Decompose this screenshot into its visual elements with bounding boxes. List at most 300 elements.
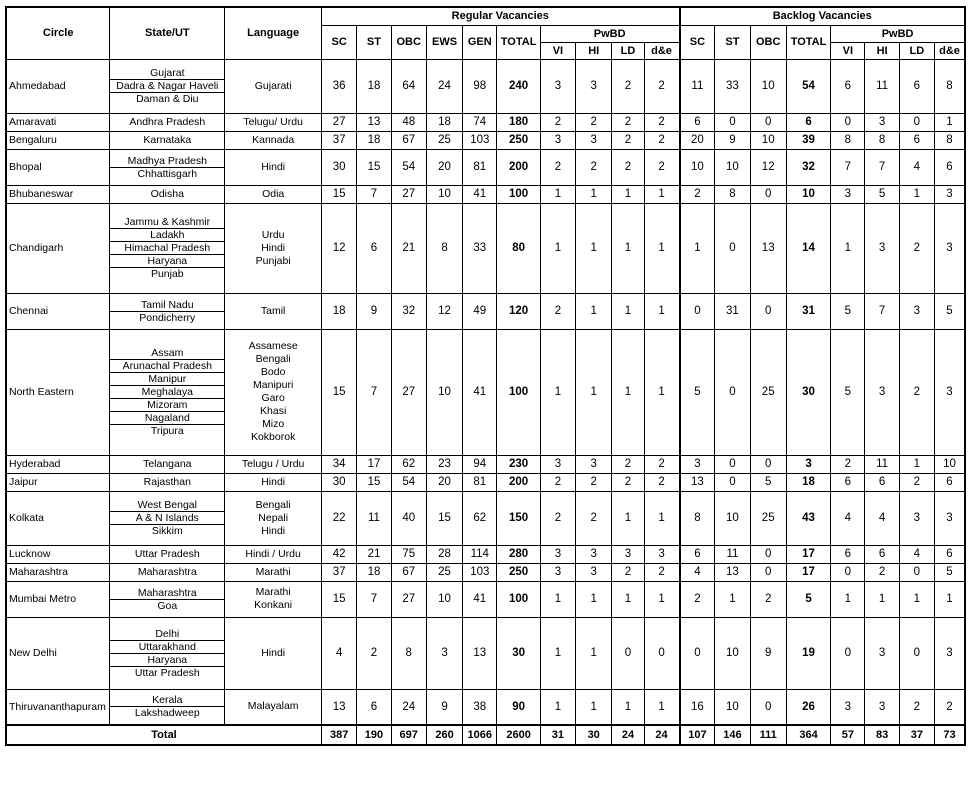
regular-total-value: 250 [497, 131, 540, 149]
header-backlog-pwbd-hi: HI [865, 42, 899, 59]
backlog-value: 13 [750, 203, 786, 293]
backlog-pwbd-value: 3 [935, 329, 965, 455]
state-name: West Bengal [137, 499, 197, 511]
backlog-pwbd-value: 6 [935, 545, 965, 563]
language-list [225, 491, 322, 545]
backlog-value: 10 [680, 149, 715, 185]
circle-name: Ahmedabad [6, 59, 110, 113]
header-regular-pwbd-vi: VI [540, 42, 575, 59]
regular-value: 36 [322, 59, 357, 113]
backlog-pwbd-value: 7 [865, 293, 899, 329]
state-name: Delhi [155, 627, 180, 640]
state-list [110, 455, 225, 473]
total-backlog-value: 364 [786, 725, 830, 745]
backlog-value: 0 [680, 293, 715, 329]
state-name: Lakshadweep [110, 706, 224, 719]
state-list [110, 131, 225, 149]
state-name: Maharashtra [137, 566, 197, 578]
backlog-pwbd-value: 0 [831, 563, 865, 581]
regular-value: 6 [357, 689, 391, 725]
state-name: Assam [151, 347, 184, 359]
backlog-pwbd-value: 8 [935, 59, 965, 113]
backlog-value: 0 [715, 329, 750, 455]
language-name: Urdu [261, 228, 285, 241]
backlog-pwbd-value: 1 [899, 185, 934, 203]
total-backlog-pwbd-value: 83 [865, 725, 899, 745]
regular-value: 18 [426, 113, 462, 131]
state-name: Tripura [110, 424, 224, 437]
backlog-pwbd-value: 7 [831, 149, 865, 185]
circle-row [6, 563, 965, 581]
regular-value: 21 [391, 203, 426, 293]
regular-pwbd-value: 2 [644, 59, 679, 113]
backlog-pwbd-value: 0 [899, 563, 934, 581]
backlog-pwbd-value: 7 [865, 149, 899, 185]
regular-total-value: 280 [497, 545, 540, 563]
header-regular-pwbd-hi: HI [576, 42, 612, 59]
regular-value: 15 [322, 329, 357, 455]
state-name: Mizoram [110, 398, 224, 411]
language-list [225, 113, 322, 131]
regular-value: 74 [463, 113, 497, 131]
regular-pwbd-value: 1 [612, 491, 644, 545]
regular-value: 27 [391, 185, 426, 203]
language-name: Telugu / Urdu [241, 457, 305, 470]
backlog-value: 0 [750, 113, 786, 131]
regular-pwbd-value: 3 [540, 131, 575, 149]
header-regular-obc: OBC [391, 25, 426, 59]
regular-value: 114 [463, 545, 497, 563]
backlog-pwbd-value: 0 [899, 617, 934, 689]
language-name: Hindi [261, 475, 286, 488]
backlog-pwbd-value: 8 [831, 131, 865, 149]
regular-value: 28 [426, 545, 462, 563]
state-name: Daman & Diu [110, 92, 224, 105]
regular-pwbd-value: 1 [612, 293, 644, 329]
total-regular-value: 697 [391, 725, 426, 745]
backlog-pwbd-value: 3 [935, 185, 965, 203]
regular-pwbd-value: 1 [612, 185, 644, 203]
language-list [225, 617, 322, 689]
backlog-total-value: 19 [786, 617, 830, 689]
backlog-pwbd-value: 3 [865, 689, 899, 725]
language-name: Konkani [254, 599, 293, 611]
state-name: Karnataka [143, 134, 192, 146]
regular-pwbd-value: 2 [576, 473, 612, 491]
regular-pwbd-value: 1 [540, 617, 575, 689]
regular-pwbd-value: 3 [576, 563, 612, 581]
total-regular-pwbd-value: 30 [576, 725, 612, 745]
circle-name: North Eastern [6, 329, 110, 455]
state-name: Telangana [143, 458, 192, 470]
backlog-value: 10 [750, 131, 786, 149]
regular-pwbd-value: 2 [540, 293, 575, 329]
backlog-pwbd-value: 1 [865, 581, 899, 617]
regular-value: 41 [463, 185, 497, 203]
backlog-value: 5 [680, 329, 715, 455]
state-list [110, 293, 225, 329]
vacancy-table-container [5, 6, 966, 746]
regular-value: 10 [426, 185, 462, 203]
regular-value: 27 [391, 329, 426, 455]
regular-pwbd-value: 1 [540, 185, 575, 203]
regular-value: 62 [391, 455, 426, 473]
state-name: A & N Islands [110, 511, 224, 524]
state-list [110, 689, 225, 725]
regular-value: 27 [322, 113, 357, 131]
total-regular-pwbd-value: 24 [612, 725, 644, 745]
regular-total-value: 200 [497, 473, 540, 491]
regular-total-value: 230 [497, 455, 540, 473]
regular-value: 54 [391, 149, 426, 185]
backlog-value: 31 [715, 293, 750, 329]
language-list [225, 455, 322, 473]
circle-row [6, 473, 965, 491]
language-list [225, 293, 322, 329]
header-regular-ews: EWS [426, 25, 462, 59]
regular-value: 9 [357, 293, 391, 329]
state-name: Uttar Pradesh [134, 548, 200, 560]
regular-value: 15 [322, 185, 357, 203]
regular-value: 81 [463, 149, 497, 185]
state-list [110, 149, 225, 185]
state-list [110, 185, 225, 203]
regular-pwbd-value: 2 [576, 149, 612, 185]
backlog-pwbd-value: 0 [831, 113, 865, 131]
header-backlog-obc: OBC [750, 25, 786, 59]
language-name: Manipuri [253, 379, 294, 391]
circle-name: Mumbai Metro [6, 581, 110, 617]
circle-name: Chandigarh [6, 203, 110, 293]
header-regular-st: ST [357, 25, 391, 59]
regular-pwbd-value: 3 [576, 455, 612, 473]
state-name: Haryana [110, 254, 224, 267]
backlog-value: 0 [750, 689, 786, 725]
backlog-total-value: 17 [786, 545, 830, 563]
language-name: Tamil [260, 304, 286, 317]
regular-value: 23 [426, 455, 462, 473]
backlog-value: 1 [715, 581, 750, 617]
backlog-total-value: 39 [786, 131, 830, 149]
backlog-pwbd-value: 2 [865, 563, 899, 581]
state-name: Manipur [110, 372, 224, 385]
regular-pwbd-value: 1 [576, 203, 612, 293]
state-list [110, 113, 225, 131]
regular-pwbd-value: 1 [612, 203, 644, 293]
state-name: Maharashtra [137, 586, 197, 599]
regular-pwbd-value: 2 [576, 113, 612, 131]
header-regular-pwbd-ld: LD [612, 42, 644, 59]
backlog-total-value: 18 [786, 473, 830, 491]
regular-value: 24 [426, 59, 462, 113]
regular-value: 25 [426, 131, 462, 149]
backlog-pwbd-value: 2 [899, 329, 934, 455]
language-name: Hindi [261, 646, 286, 659]
state-list [110, 329, 225, 455]
language-name: Kannada [252, 133, 295, 146]
state-name: Chhattisgarh [110, 167, 224, 180]
regular-pwbd-value: 1 [540, 329, 575, 455]
backlog-value: 0 [715, 473, 750, 491]
backlog-value: 13 [680, 473, 715, 491]
regular-total-value: 90 [497, 689, 540, 725]
total-regular-pwbd-value: 31 [540, 725, 575, 745]
backlog-total-value: 54 [786, 59, 830, 113]
state-name: Gujarat [150, 67, 185, 79]
regular-value: 81 [463, 473, 497, 491]
state-name: Pondicherry [110, 311, 224, 324]
header-regular-total: TOTAL [497, 25, 540, 59]
regular-value: 33 [463, 203, 497, 293]
backlog-value: 10 [715, 149, 750, 185]
regular-total-value: 240 [497, 59, 540, 113]
language-name: Bodo [260, 366, 286, 378]
backlog-pwbd-value: 1 [831, 203, 865, 293]
regular-value: 8 [426, 203, 462, 293]
circle-name: Thiruvananthapuram [6, 689, 110, 725]
regular-pwbd-value: 2 [540, 113, 575, 131]
regular-pwbd-value: 1 [644, 293, 679, 329]
language-name: Bengali [255, 498, 291, 511]
regular-value: 12 [426, 293, 462, 329]
state-name: Himachal Pradesh [110, 241, 224, 254]
state-name: Odisha [150, 188, 184, 200]
state-name: Meghalaya [110, 385, 224, 398]
backlog-value: 2 [750, 581, 786, 617]
regular-pwbd-value: 3 [540, 545, 575, 563]
regular-pwbd-value: 1 [612, 329, 644, 455]
regular-value: 10 [426, 581, 462, 617]
header-language: Language [225, 7, 322, 59]
header-regular-pwbd-de: d&e [644, 42, 679, 59]
backlog-pwbd-value: 3 [831, 185, 865, 203]
regular-pwbd-value: 1 [612, 689, 644, 725]
state-name: Haryana [110, 653, 224, 666]
backlog-total-value: 17 [786, 563, 830, 581]
regular-total-value: 250 [497, 563, 540, 581]
state-list [110, 617, 225, 689]
backlog-pwbd-value: 3 [899, 491, 934, 545]
backlog-pwbd-value: 1 [831, 581, 865, 617]
regular-pwbd-value: 1 [540, 203, 575, 293]
language-list [225, 59, 322, 113]
backlog-pwbd-value: 6 [865, 473, 899, 491]
regular-pwbd-value: 2 [576, 491, 612, 545]
regular-value: 67 [391, 563, 426, 581]
regular-total-value: 100 [497, 581, 540, 617]
regular-value: 41 [463, 329, 497, 455]
backlog-pwbd-value: 3 [935, 617, 965, 689]
circle-row [6, 131, 965, 149]
regular-pwbd-value: 2 [644, 473, 679, 491]
regular-pwbd-value: 1 [540, 581, 575, 617]
backlog-pwbd-value: 1 [899, 581, 934, 617]
regular-pwbd-value: 2 [612, 113, 644, 131]
regular-value: 3 [426, 617, 462, 689]
regular-pwbd-value: 2 [644, 113, 679, 131]
circle-row [6, 293, 965, 329]
state-name: Tamil Nadu [141, 298, 194, 311]
header-backlog-st: ST [715, 25, 750, 59]
language-list [225, 149, 322, 185]
backlog-value: 5 [750, 473, 786, 491]
regular-pwbd-value: 3 [576, 545, 612, 563]
header-backlog-vacancies: Backlog Vacancies [680, 7, 966, 25]
regular-pwbd-value: 1 [644, 203, 679, 293]
total-regular-pwbd-value: 24 [644, 725, 679, 745]
backlog-total-value: 30 [786, 329, 830, 455]
backlog-value: 10 [715, 491, 750, 545]
regular-pwbd-value: 1 [644, 491, 679, 545]
state-name: Goa [110, 599, 224, 612]
backlog-total-value: 32 [786, 149, 830, 185]
backlog-pwbd-value: 4 [899, 545, 934, 563]
regular-pwbd-value: 2 [612, 131, 644, 149]
state-name: Rajasthan [143, 476, 191, 488]
total-backlog-value: 111 [750, 725, 786, 745]
regular-value: 15 [426, 491, 462, 545]
backlog-pwbd-value: 0 [831, 617, 865, 689]
backlog-value: 20 [680, 131, 715, 149]
regular-value: 37 [322, 131, 357, 149]
circle-row [6, 59, 965, 113]
regular-pwbd-value: 0 [612, 617, 644, 689]
regular-pwbd-value: 2 [612, 455, 644, 473]
regular-value: 103 [463, 131, 497, 149]
regular-pwbd-value: 3 [612, 545, 644, 563]
language-name: Gujarati [254, 79, 292, 92]
regular-value: 13 [357, 113, 391, 131]
language-list [225, 545, 322, 563]
regular-value: 18 [322, 293, 357, 329]
language-name: Garo [261, 392, 285, 404]
state-list [110, 203, 225, 293]
regular-pwbd-value: 3 [576, 131, 612, 149]
language-name: Marathi [255, 586, 291, 598]
backlog-total-value: 31 [786, 293, 830, 329]
regular-value: 22 [322, 491, 357, 545]
regular-value: 67 [391, 131, 426, 149]
state-name: Sikkim [110, 524, 224, 537]
backlog-value: 8 [715, 185, 750, 203]
regular-value: 21 [357, 545, 391, 563]
regular-total-value: 100 [497, 185, 540, 203]
backlog-value: 0 [715, 113, 750, 131]
backlog-pwbd-value: 3 [935, 203, 965, 293]
state-name: Madhya Pradesh [127, 154, 207, 167]
backlog-pwbd-value: 1 [935, 581, 965, 617]
language-name: Hindi / Urdu [245, 547, 301, 560]
regular-pwbd-value: 1 [612, 581, 644, 617]
language-list [225, 185, 322, 203]
regular-pwbd-value: 1 [644, 329, 679, 455]
regular-pwbd-value: 2 [644, 149, 679, 185]
regular-value: 75 [391, 545, 426, 563]
regular-pwbd-value: 3 [576, 59, 612, 113]
regular-pwbd-value: 2 [540, 149, 575, 185]
backlog-pwbd-value: 2 [831, 455, 865, 473]
regular-pwbd-value: 1 [576, 185, 612, 203]
backlog-value: 0 [750, 563, 786, 581]
backlog-value: 6 [680, 545, 715, 563]
language-list [225, 473, 322, 491]
state-name: Dadra & Nagar Haveli [110, 79, 224, 92]
regular-total-value: 120 [497, 293, 540, 329]
backlog-value: 2 [680, 185, 715, 203]
regular-value: 13 [322, 689, 357, 725]
language-name: Hindi [261, 241, 286, 254]
circle-row [6, 455, 965, 473]
backlog-value: 1 [680, 203, 715, 293]
backlog-total-value: 14 [786, 203, 830, 293]
regular-value: 7 [357, 185, 391, 203]
total-backlog-pwbd-value: 73 [935, 725, 965, 745]
backlog-pwbd-value: 6 [935, 149, 965, 185]
backlog-pwbd-value: 3 [865, 617, 899, 689]
language-name: Khasi [260, 405, 287, 417]
backlog-pwbd-value: 5 [935, 293, 965, 329]
backlog-pwbd-value: 4 [831, 491, 865, 545]
regular-value: 18 [357, 59, 391, 113]
regular-value: 30 [322, 473, 357, 491]
circle-row [6, 581, 965, 617]
regular-value: 62 [463, 491, 497, 545]
vacancy-table [5, 6, 966, 746]
regular-value: 20 [426, 473, 462, 491]
backlog-pwbd-value: 3 [899, 293, 934, 329]
circle-name: Bhopal [6, 149, 110, 185]
backlog-value: 0 [750, 185, 786, 203]
backlog-pwbd-value: 8 [865, 131, 899, 149]
language-name: Bengali [255, 353, 291, 365]
regular-value: 4 [322, 617, 357, 689]
backlog-pwbd-value: 3 [865, 203, 899, 293]
backlog-pwbd-value: 3 [935, 491, 965, 545]
backlog-total-value: 5 [786, 581, 830, 617]
regular-value: 41 [463, 581, 497, 617]
state-list [110, 491, 225, 545]
regular-value: 30 [322, 149, 357, 185]
backlog-pwbd-value: 6 [831, 545, 865, 563]
regular-value: 15 [357, 149, 391, 185]
language-list [225, 689, 322, 725]
regular-total-value: 180 [497, 113, 540, 131]
backlog-pwbd-value: 4 [899, 149, 934, 185]
regular-pwbd-value: 3 [540, 455, 575, 473]
regular-value: 13 [463, 617, 497, 689]
regular-value: 9 [426, 689, 462, 725]
circle-row [6, 545, 965, 563]
regular-value: 24 [391, 689, 426, 725]
regular-value: 27 [391, 581, 426, 617]
language-name: Mizo [262, 418, 285, 430]
backlog-value: 0 [715, 203, 750, 293]
language-name: Malayalam [247, 700, 299, 713]
regular-value: 38 [463, 689, 497, 725]
regular-value: 15 [357, 473, 391, 491]
backlog-pwbd-value: 5 [935, 563, 965, 581]
total-backlog-value: 107 [680, 725, 715, 745]
regular-pwbd-value: 3 [540, 563, 575, 581]
header-backlog-pwbd: PwBD [831, 25, 965, 42]
language-name: Marathi [255, 565, 291, 578]
state-name: Arunachal Pradesh [110, 359, 224, 372]
backlog-pwbd-value: 6 [935, 473, 965, 491]
regular-value: 7 [357, 329, 391, 455]
backlog-value: 11 [680, 59, 715, 113]
circle-name: Chennai [6, 293, 110, 329]
header-backlog-pwbd-de: d&e [935, 42, 965, 59]
